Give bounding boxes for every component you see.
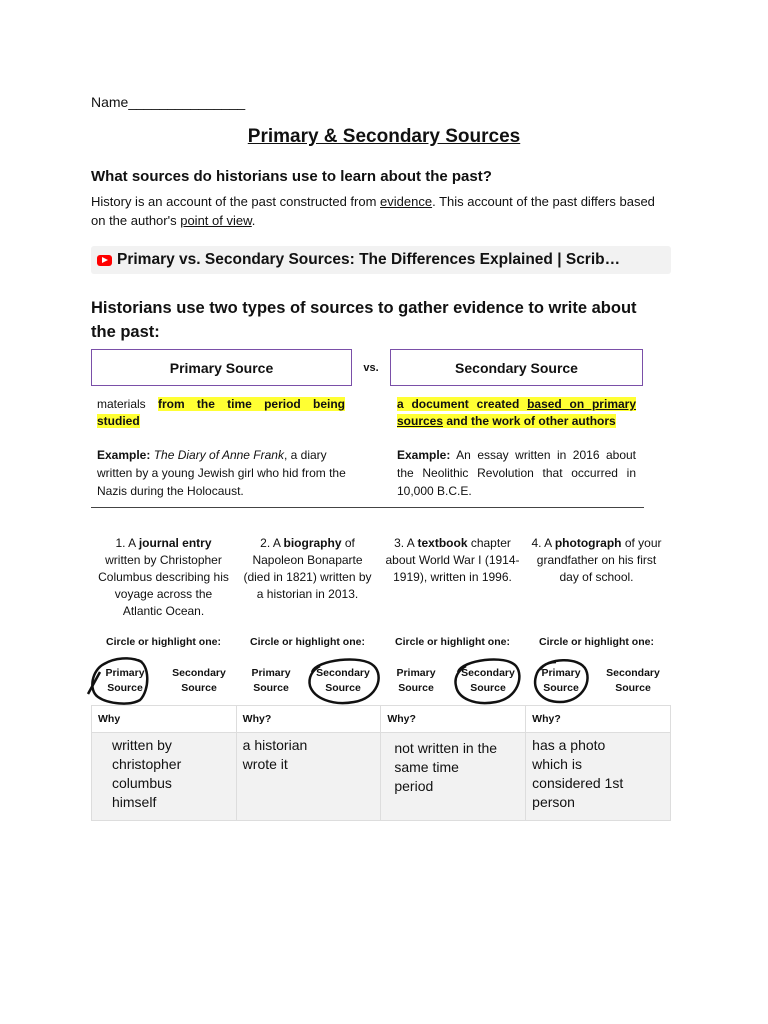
- item-3-primary-choice[interactable]: Primary Source: [396, 667, 436, 694]
- evidence-term: evidence: [380, 194, 433, 209]
- item-4-primary-choice[interactable]: Primary Source: [541, 667, 581, 694]
- item-2-secondary-choice[interactable]: Secondary Source: [316, 667, 370, 694]
- why-header-2: Why?: [236, 706, 381, 733]
- circle-label-3: Circle or highlight one:: [395, 636, 510, 648]
- item-1: 1. A journal entry written by Christopher Columbus describing his voyage across the Atlantic Ocean.: [98, 536, 229, 618]
- item-4: 4. A photograph of your grandfather on his first day of school.: [531, 536, 662, 584]
- why-header-1: Why: [92, 706, 237, 733]
- circle-label-1: Circle or highlight one:: [106, 636, 221, 648]
- secondary-source-box: Secondary Source: [390, 349, 643, 386]
- item-1-secondary-choice[interactable]: Secondary Source: [172, 667, 226, 694]
- circle-label-4: Circle or highlight one:: [539, 636, 654, 648]
- secondary-definition: a document created based on primary sources and the work of other authors: [397, 397, 636, 428]
- point-of-view-term: point of view: [180, 213, 252, 228]
- question-heading: What sources do historians use to learn about the past?: [91, 168, 492, 185]
- why-header-4: Why?: [526, 706, 671, 733]
- answer-cell-1[interactable]: written by christopher columbus himself: [92, 733, 237, 821]
- name-field[interactable]: Name_______________: [91, 94, 246, 110]
- secondary-example: Example: An essay written in 2016 about the Neolithic Revolution that occurred in 10,000 B.C.E.: [397, 448, 636, 498]
- page-title: Primary & Secondary Sources: [247, 126, 521, 147]
- why-table: [91, 705, 671, 821]
- youtube-icon: [97, 255, 112, 266]
- item-2: 2. A biography of Napoleon Bonaparte (died in 1821) written by a historian in 2013.: [243, 536, 372, 601]
- item-3: 3. A textbook chapter about World War I (1914-1919), written in 1996.: [385, 536, 520, 584]
- vs-label: vs.: [363, 362, 379, 374]
- why-header-3: Why?: [381, 706, 526, 733]
- primary-source-box: Primary Source: [91, 349, 352, 386]
- answer-cell-3[interactable]: not written in the same time period: [381, 733, 526, 821]
- primary-definition: materials from the time period being studied: [97, 397, 346, 428]
- item-1-primary-choice[interactable]: Primary Source: [105, 667, 145, 694]
- circle-label-2: Circle or highlight one:: [250, 636, 365, 648]
- circle-item-1-tail: [88, 672, 100, 694]
- item-4-secondary-choice[interactable]: Secondary Source: [606, 667, 660, 694]
- item-2-primary-choice[interactable]: Primary Source: [251, 667, 291, 694]
- item-3-secondary-choice[interactable]: Secondary Source: [461, 667, 515, 694]
- video-link[interactable]: [91, 246, 671, 274]
- answer-cell-2[interactable]: a historian wrote it: [236, 733, 381, 821]
- primary-example: Example: The Diary of Anne Frank, a diary written by a young Jewish girl who hid from the Nazis during the Holocaust.: [97, 448, 346, 498]
- divider: [91, 507, 644, 508]
- video-title[interactable]: Primary vs. Secondary Sources: The Differences Explained | Scrib…: [117, 251, 621, 268]
- answer-cell-4[interactable]: has a photo which is considered 1st person: [526, 733, 671, 821]
- types-heading: Historians use two types of sources to gather evidence to write about the past:: [91, 299, 637, 341]
- intro-paragraph: History is an account of the past constructed from evidence. This account of the past differs based on the author's point of view.: [91, 194, 655, 228]
